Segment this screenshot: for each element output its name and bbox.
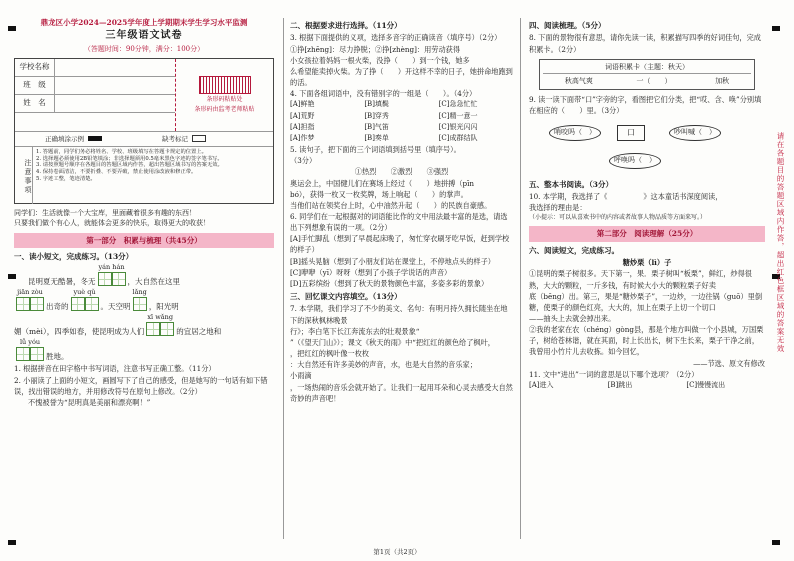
right-margin-warning: 请在各题目的答题区域内作答，超出红色框区域的答案无效 — [776, 132, 785, 353]
fill-example-label: 正确填涂示例 — [45, 134, 84, 143]
pinyin: lǚ yóu — [19, 338, 41, 347]
option[interactable]: [C]急急忙忙 — [438, 100, 478, 109]
option[interactable]: [A]手忙脚乱（想到了早晨起床晚了，匆忙穿衣刷牙吃早饭，赶到学校的样子） — [290, 234, 510, 255]
question-8: 8. 下面的景物很有意思，请你先读一读，积累描写四季的好词佳句，完成积累卡。（2分） — [529, 33, 761, 54]
absent-label: 缺考标记 — [162, 134, 188, 143]
fill-example-row — [15, 131, 273, 147]
question-11: 11. 文中“进出”一词的意思是以下哪个选项？（2分） — [529, 369, 699, 379]
pinyin-row-1 — [14, 263, 274, 286]
question-2: 2. 小丽读了上面的小短文，画圆写下了自己的感受，但是她写的一句话有如下错误，找出错误的地方，并用修改符号在原句上修改。（2分） — [14, 375, 268, 396]
story-paragraph: ——抽头上去就会掉出来。 — [529, 314, 616, 324]
question-7-line: ”（《望天门山》）；课文《秋天的雨》中“把红红的颜色给了枫叶， — [290, 337, 495, 347]
barcode-label: 条形码粘贴处 — [206, 96, 243, 104]
question-3-options: ①挣[zhēng]：尽力挣脱；②挣[zhèng]：用劳动获得 — [290, 44, 461, 54]
slogan-line: 同学们：生活就像一个大宝库，里面藏着很多有趣的东西！ — [14, 208, 196, 217]
oval-group-2[interactable]: 吵叫喊（ ） — [669, 125, 721, 141]
registration-mark — [8, 540, 16, 545]
option[interactable]: [B]摇头晃脑（想到了小朋友们站在课堂上，不停地点头的样子） — [290, 256, 495, 266]
option[interactable]: [C]咿咿（yī）呀呀（想到了小孩子学说话的声音） — [290, 267, 452, 277]
page-footer: 第1页（共2页） — [373, 547, 421, 556]
q4-option-row — [290, 133, 513, 144]
pinyin: yuè qǔ — [73, 288, 96, 297]
column-2 — [283, 18, 513, 539]
note-item: 5. 字迹工整，笔迹清楚。 — [36, 176, 96, 183]
q11-options — [529, 380, 765, 391]
question-7-line: 行》；李白笔下长江奔流东去的壮观景象“ — [290, 326, 420, 336]
filled-mark-icon — [88, 136, 102, 141]
registration-mark — [772, 540, 780, 545]
option[interactable]: [C]银光闪闪 — [438, 122, 478, 131]
section-3-head: 三、回忆课文内容填空。（13分） — [290, 292, 402, 302]
paper-title: 三年级语文试卷 — [105, 30, 183, 42]
question-5-words: ①热烈 ②激烈 ③强烈 — [354, 167, 449, 177]
passage-text: 媚（mèi），四季如春，使昆明成为人们 — [14, 327, 145, 336]
question-7-line: ：大自然还有许多美妙的声音，水，也是大自然的音乐家； — [290, 360, 477, 370]
option[interactable]: [A]担指 — [290, 122, 315, 131]
char-cell[interactable] — [85, 297, 99, 311]
word-card-blank[interactable]: 一（ ） — [636, 77, 672, 86]
char-cell[interactable] — [71, 297, 85, 311]
char-cell[interactable] — [98, 272, 112, 286]
option[interactable]: [B]跳出 — [607, 380, 633, 389]
mouth-diagram — [529, 119, 765, 177]
note-item: 3. 请按照题号顺序在各题目的答题区域内作答，超出答题区域书写的答案无效。 — [36, 162, 223, 169]
question-10-note: （小提示：可以从喜欢书中的内容或者故事人物品质等方面来写。） — [529, 214, 707, 222]
notes — [15, 147, 273, 204]
q4-option-row — [290, 122, 513, 133]
option[interactable]: [A]荒野 — [290, 111, 315, 120]
option[interactable]: [B]填鬓 — [364, 100, 389, 109]
pinyin-block — [16, 288, 44, 311]
pinyin-block — [16, 338, 44, 361]
pinyin-row-2 — [14, 288, 274, 311]
column-3 — [520, 18, 765, 539]
school-line: 鼎龙区小学2024—2025学年度上学期期末学生学习水平监测 — [40, 18, 248, 27]
char-cell[interactable] — [30, 297, 44, 311]
pinyin-block — [98, 263, 126, 286]
absent-checkbox[interactable] — [192, 135, 206, 142]
q1-head: 一、读小短文，完成练习。（13分） — [14, 252, 134, 261]
slogan — [14, 208, 274, 229]
question-3-sentence: 小女孩拉着妈妈一根火柴，没挣（ ）到一个钱，她多 — [290, 55, 470, 65]
option[interactable]: [C]成群结队 — [438, 133, 478, 142]
story-paragraph: ①昆明的栗子树很多。天下第一，果．栗子树叫“板栗”，鲜红，炒得很熟，大大的颗粒，一斤多钱，有时候大小大的颗粒栗子好卖 — [529, 269, 752, 290]
note-item: 1. 答题前，同学们务必将姓名、学校、班级填写在答题卡规定的位置上。 — [36, 148, 207, 155]
question-1: 1. 根据拼音在田字格中书写词语，注意书写正确工整。（11分） — [14, 364, 216, 374]
barcode-area — [175, 59, 273, 131]
student-info-box — [14, 58, 274, 204]
note-item: 2. 选择题必须使用2B铅笔填涂；非选择题须用0.5毫米黑色字迹的签字笔书写。 — [36, 155, 223, 162]
question-7-line: 小雨滴 — [290, 371, 312, 381]
passage-text: 出奇的 — [46, 302, 69, 311]
option[interactable]: [C]精一意一 — [438, 111, 478, 120]
question-7: 7. 本学期，我们学习了不少的美文、名句：有明月持久拥长随坐在地下的深秋枫林晚景 — [290, 304, 508, 325]
word-card-item: 秋高气爽 — [564, 77, 593, 86]
char-cell[interactable] — [133, 297, 147, 311]
section-2-bar: 第二部分 阅读理解（25分） — [529, 226, 765, 241]
school-name-field[interactable]: 学校名称 — [15, 59, 175, 77]
question-5-sentence: 奥运会上，中国健儿们在赛场上经过（ ）地拼搏（pīn — [290, 178, 475, 188]
question-2-quote: 不愧被誉为“昆明真是美丽和漂亮啊！” — [28, 397, 151, 407]
question-5: 5. 读句子，把下面的三个词语填到括号里（填序号）。 — [290, 145, 461, 155]
char-cell[interactable] — [146, 322, 160, 336]
story-paragraph: 底（bēng）出。第三，果是“糖炒栗子”，一边炒，一边往锅（guō）里倒糖，使栗子的颜色红亮，大大的，加上在栗子上切一个切口 — [529, 291, 763, 312]
char-cell[interactable] — [112, 272, 126, 286]
oval-group-3[interactable]: 呼唤吗（ ） — [609, 153, 661, 169]
pinyin-row-3 — [14, 313, 274, 336]
barcode-note: 条形码由监考老师粘贴 — [194, 105, 255, 113]
pinyin-block — [71, 288, 99, 311]
registration-mark — [772, 26, 780, 31]
option[interactable]: [A]进入 — [529, 380, 554, 389]
option[interactable]: [C]慢慢流出 — [686, 380, 726, 389]
option[interactable]: [B]气笛 — [364, 122, 389, 131]
option[interactable]: [A]鲜艳 — [290, 100, 315, 109]
pinyin: lǎng — [132, 288, 147, 297]
question-3-sentence: 么希望能卖掉火柴。为了挣（ ）开这样不幸的日子，她拼命地跑到的活。 — [290, 66, 513, 87]
question-7-line: ，把红红的枫叶像一枚枚 — [290, 349, 370, 359]
story-title: 糖炒栗（lì）子 — [622, 258, 672, 268]
option[interactable]: [D]五彩缤纷（想到了秋天的景物颜色丰富，多姿多彩的景象） — [290, 278, 489, 288]
option[interactable]: [B]奏单 — [364, 133, 389, 142]
word-card-title: 词语积累卡（主题：秋天） — [543, 63, 751, 75]
note-item: 4. 保持卷面清洁，不要折叠、不要弄破，禁止使用涂改液和修正带。 — [36, 169, 197, 176]
char-cell[interactable] — [160, 322, 174, 336]
question-4: 4. 下面各组词语中，没有错别字的一组是（ ）。（4分） — [290, 89, 477, 99]
question-10: 10. 本学期，我选择了《 》这本童话书深度阅读， — [529, 191, 723, 201]
pinyin: xī wǎng — [147, 313, 173, 322]
class-field[interactable]: 班 级 — [15, 77, 175, 95]
question-6: 6. 同学们在一起根据对的词语能比作的文中用法最丰富的是选，请选出下列想象有误的一项。（2分） — [290, 212, 508, 233]
question-5-sentence: 当他们站在领奖台上时，心中油然升起（ ）的民族自豪感。 — [290, 200, 492, 210]
char-cell[interactable] — [16, 347, 30, 361]
passage-text: ，阳光明 — [148, 302, 179, 311]
exam-info: （答题时间：90分钟，满分：100分） — [83, 44, 205, 53]
passage-text: 的宜居之地和 — [176, 327, 222, 336]
passage-text: 昆明夏无酷暑，冬无 — [28, 277, 96, 286]
story-source: ——节选、原文有修改 — [693, 358, 765, 368]
question-10-line: 我选择的理由是： — [529, 203, 587, 213]
option[interactable]: [B]穿秀 — [364, 111, 389, 120]
char-cell[interactable] — [30, 347, 44, 361]
section-2-head: 二、根据要求进行选择。（11分） — [290, 21, 402, 30]
passage-text: 胜地。 — [46, 352, 69, 361]
barcode-icon — [199, 76, 251, 94]
column-1 — [14, 18, 274, 539]
question-5-score: （3分） — [290, 156, 317, 166]
option[interactable]: [A]作梦 — [290, 133, 315, 142]
word-card — [539, 59, 755, 91]
pinyin-block — [146, 313, 174, 336]
notes-head: 注意事项 — [15, 147, 33, 204]
story-paragraph: ②我的老家在农（chéng）gòng县，那是个地方叫做一个小县城，万国栗子，树给苍林谐，就在其面，时上长出长，树下生长来，栗子干净之前，我曾用小竹片儿去收拣。如今回忆， — [529, 325, 764, 357]
section-5-head: 五、整本书阅读。（3分） — [529, 179, 613, 189]
word-card-item: 加秋 — [715, 77, 730, 86]
oval-group-1[interactable]: 哨咬吗（ ） — [549, 125, 601, 141]
question-7-line: ，一场热闹的音乐会就开始了。让我们一起用耳朵和心灵去感受大自然奇妙的声音吧！ — [290, 382, 513, 403]
question-9: 9. 读一读下面带“口”字旁的字，看图把它们分类，把“哎、含、唤”分别填在相应的（ ）里。（3分） — [529, 95, 762, 116]
question-3: 3. 根据下面提供的义项，选择多音字的正确读音（填序号）（2分） — [290, 33, 502, 43]
pinyin-row-4 — [14, 338, 274, 361]
pinyin: jiān zòu — [17, 288, 43, 297]
section-6-head: 六、阅读短文，完成练习。 — [529, 245, 619, 255]
pinyin-block — [133, 288, 147, 311]
char-cell[interactable] — [16, 297, 30, 311]
section-4-head: 四、阅读梳理。（5分） — [529, 21, 606, 30]
q4-option-row — [290, 99, 513, 110]
q4-option-row — [290, 111, 513, 122]
passage-text: 。天空明 — [100, 302, 131, 311]
name-field[interactable]: 姓 名 — [15, 95, 175, 113]
slogan-line: 只要我们做个有心人，就能体会更多的快乐，取得更大的收获！ — [14, 219, 210, 228]
mouth-radical-box: 口 — [617, 125, 645, 141]
section-1-bar: 第一部分 积累与梳理（共45分） — [14, 233, 274, 248]
notes-body — [33, 147, 273, 204]
question-5-sentence: bó），获得一枚又一枚奖牌，场上响起（ ）的掌声。 — [290, 189, 468, 199]
passage-text: ，大自然在这里 — [127, 277, 180, 286]
pinyin: yán hán — [98, 263, 125, 272]
